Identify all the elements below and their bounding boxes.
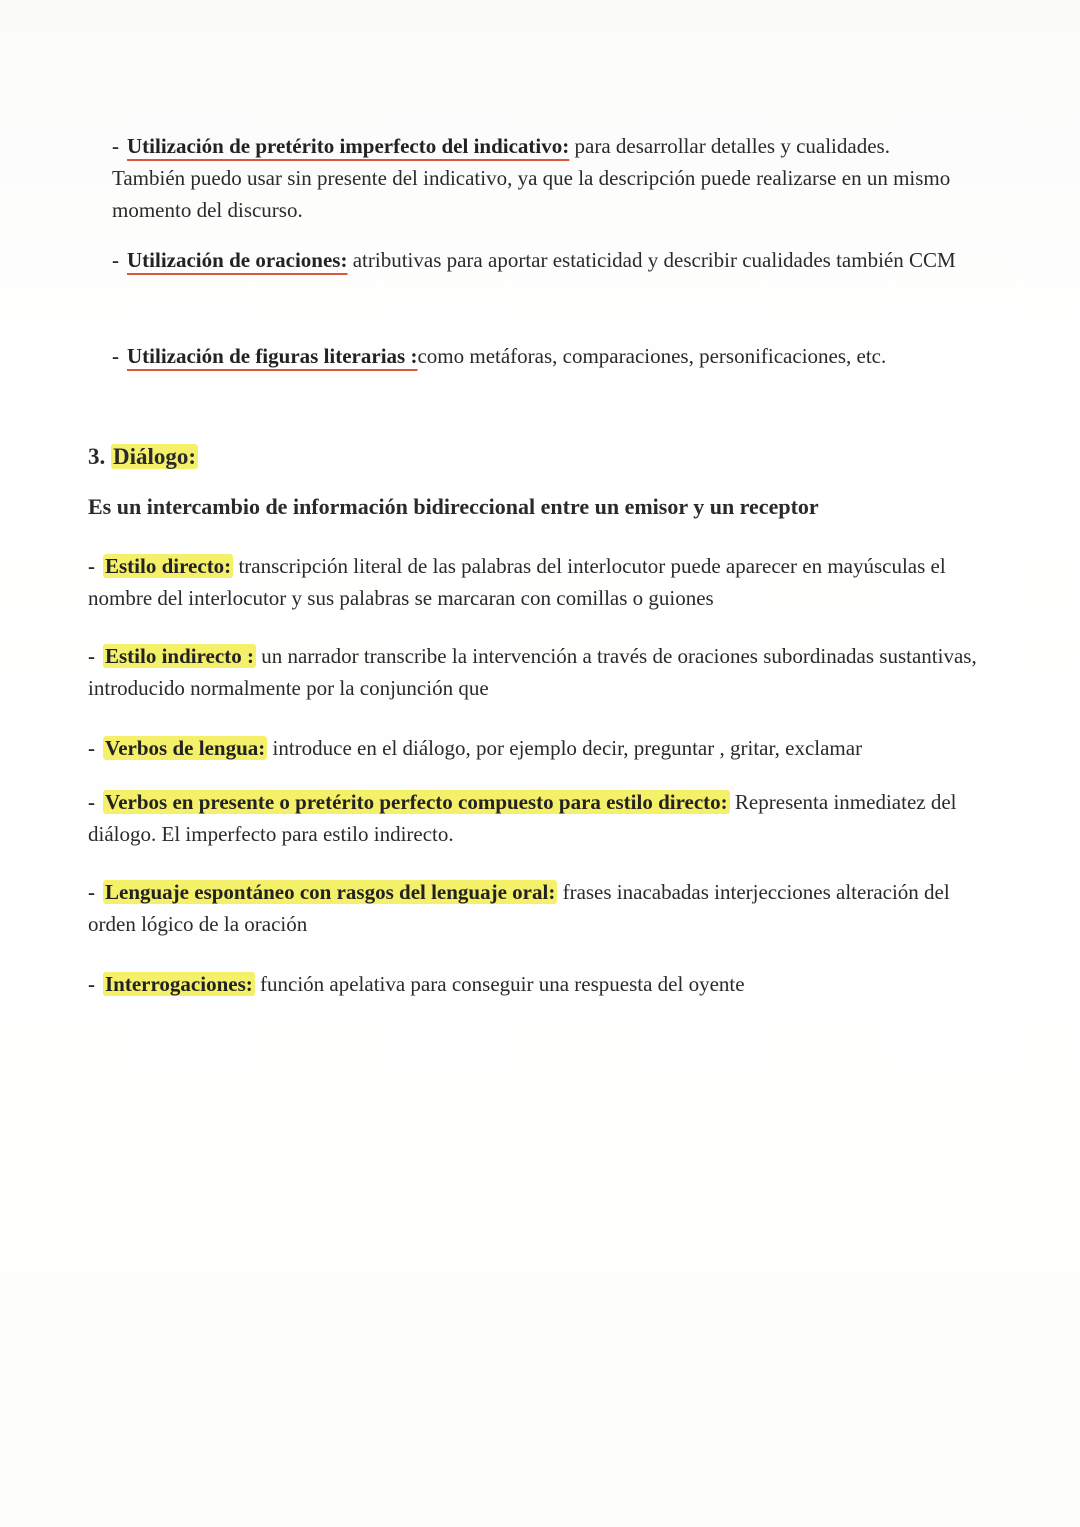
item-text: frases inacabadas interjecciones alteración del orden lógico de la oración [88, 880, 950, 936]
item-text: función apelativa para conseguir una respuesta del oyente [254, 972, 745, 996]
list-item [88, 968, 988, 1000]
item-term: Estilo indirecto : [105, 644, 254, 668]
item-term: Interrogaciones: [105, 972, 253, 996]
list-item [88, 786, 988, 850]
list-item [88, 732, 988, 764]
list-item [112, 130, 962, 226]
bullet-dash: - [112, 248, 119, 272]
item-text: introduce en el diálogo, por ejemplo decir, preguntar , gritar, exclamar [267, 736, 863, 760]
item-text: como metáforas, comparaciones, personificaciones, etc. [417, 344, 887, 368]
item-text: para desarrollar detalles y cualidades. También puedo usar sin presente del indicativo, ya que la descripción puede realizarse en un mismo momento del discurso. [112, 134, 951, 222]
section-number: 3. [88, 444, 106, 469]
item-term: Utilización de pretérito imperfecto del indicativo: [127, 134, 570, 158]
item-term: Verbos en presente o pretérito perfecto compuesto para estilo directo: [105, 790, 728, 814]
item-term: Estilo directo: [105, 554, 232, 578]
list-item [112, 244, 982, 276]
list-item [88, 550, 968, 614]
list-item [88, 640, 988, 704]
section-lead: Es un intercambio de información bidireccional entre un emisor y un receptor [88, 494, 819, 519]
item-text: un narrador transcribe la intervención a través de oraciones subordinadas sustantivas, introducido normalmente por la conjunción que [88, 644, 977, 700]
section-heading [88, 444, 198, 470]
bullet-dash: - [88, 880, 95, 904]
bullet-dash: - [112, 134, 119, 158]
item-term: Utilización de oraciones: [127, 248, 348, 272]
bullet-dash: - [112, 344, 119, 368]
item-term: Utilización de figuras literarias : [127, 344, 418, 368]
item-term: Verbos de lengua: [105, 736, 266, 760]
list-item [88, 876, 988, 940]
list-item [112, 340, 982, 372]
item-text: Representa inmediatez del diálogo. El imperfecto para estilo indirecto. [88, 790, 957, 846]
section-title: Diálogo: [113, 444, 197, 469]
bullet-dash: - [88, 554, 95, 578]
bullet-dash: - [88, 644, 95, 668]
item-text: transcripción literal de las palabras del interlocutor puede aparecer en mayúsculas el nombre del interlocutor y sus palabras se marcaran con comillas o guiones [88, 554, 946, 610]
bullet-dash: - [88, 972, 95, 996]
bullet-dash: - [88, 790, 95, 814]
bullet-dash: - [88, 736, 95, 760]
item-text: atributivas para aportar estaticidad y describir cualidades también CCM [347, 248, 956, 272]
item-term: Lenguaje espontáneo con rasgos del lenguaje oral: [105, 880, 556, 904]
